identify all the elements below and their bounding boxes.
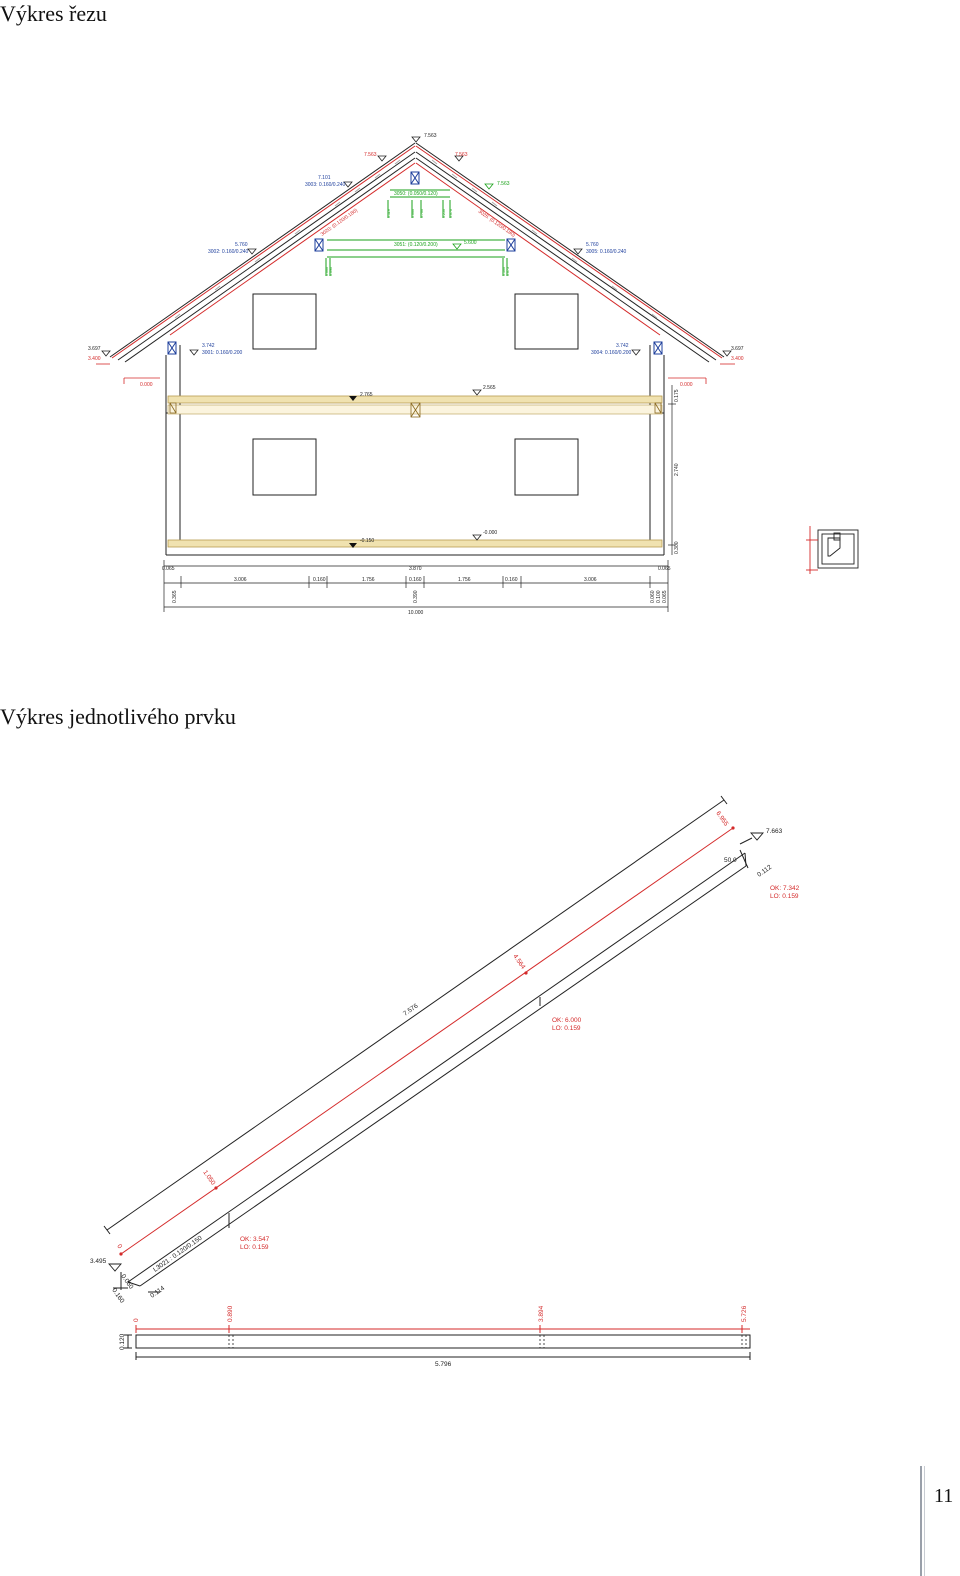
- dim-line-red: [121, 828, 750, 1333]
- plan-mark-1: 0: [133, 1318, 140, 1322]
- right-vert-3: 0.300: [674, 541, 680, 554]
- eave-right-top: 3.697: [731, 346, 744, 352]
- floor-upper-right: 2.565: [483, 385, 496, 391]
- dim-row2-7: 3.006: [584, 577, 597, 583]
- green-small-5: 0.070: [449, 209, 453, 218]
- floor-upper-left: 2.765: [360, 392, 373, 398]
- ok-mid: OK: 6.000: [552, 1017, 582, 1024]
- green-collar-level: 5.600: [464, 240, 477, 246]
- green-small-9: 0.073: [506, 267, 510, 276]
- level-bottom: 3.495: [90, 1258, 107, 1265]
- green-small-4: 0.250: [442, 209, 446, 218]
- dim-row2-5: 1.756: [458, 577, 471, 583]
- beam-3003-label: 3003: 0.160/0.240: [305, 182, 346, 188]
- floor-beam-upper: [168, 396, 662, 403]
- beam-3004-label: 3004: 0.160/0.200: [591, 350, 632, 356]
- element-top-edge: [128, 853, 745, 1282]
- beam-3001-level: 3.742: [202, 343, 215, 349]
- eave-left-bottom: 3.400: [88, 356, 101, 362]
- green-upper-level: 7.563: [497, 181, 510, 187]
- beam-3002-label: 3002: 0.160/0.240: [208, 249, 249, 255]
- ridge-level: 7.563: [424, 133, 437, 139]
- dim-left-vert: 0.365: [172, 590, 178, 603]
- ok-low: OK: 3.547: [240, 1236, 270, 1243]
- lo-low: LO: 0.159: [240, 1244, 269, 1251]
- dim-row1-left: 0.065: [162, 566, 175, 572]
- walls: [166, 345, 664, 555]
- green-upper-label: 3050: (0.050/0.120): [394, 191, 438, 197]
- element-drawing-heading: Výkres jednotlivého prvku: [0, 704, 236, 729]
- rafter-right-label: 3026: (0.120/0.180): [476, 208, 517, 239]
- right-vert-1: 0.175: [674, 389, 680, 402]
- beam-3005-label: 3005: 0.160/0.240: [586, 249, 627, 255]
- dim-red-end: 6.955: [714, 810, 730, 828]
- detail-box: [806, 526, 858, 574]
- dim-right-vert-3: 0.065: [662, 590, 668, 603]
- dim-mid-vert: 0.390: [413, 590, 419, 603]
- green-small-3: 0.700: [420, 209, 424, 218]
- beam-3001-label: 3001: 0.160/0.200: [202, 350, 243, 356]
- floor-lower-right: -0.000: [483, 530, 498, 536]
- eave-right-bottom: 3.400: [731, 356, 744, 362]
- ridge-right-level: 7.563: [455, 152, 468, 158]
- dim-row2-1: 3.006: [234, 577, 247, 583]
- red-zero: 0: [115, 1243, 124, 1251]
- plan-total: 5.796: [435, 1361, 452, 1368]
- dim-bottom-2: 0.160: [110, 1287, 126, 1305]
- dim-red-mid: 4.564: [511, 953, 527, 971]
- dim-line-total: [107, 800, 724, 1230]
- window-upper-left: [253, 294, 316, 349]
- plan-mark-2: 0.890: [227, 1305, 234, 1322]
- rafter-left-label: 3020: (0.120/0.180): [319, 207, 359, 238]
- green-small-1: 0.119: [387, 209, 391, 218]
- level-triangles-element: [109, 833, 763, 1271]
- dim-row1-right: 0.065: [658, 566, 671, 572]
- dim-row2-6: 0.160: [505, 577, 518, 583]
- angle-label: 50.0: [724, 857, 737, 864]
- dim-row1-mid: 3.870: [409, 566, 422, 572]
- lo-top: LO: 0.159: [770, 893, 799, 900]
- dim-right-vert-1: 0.060: [650, 590, 656, 603]
- page-number: 11: [934, 1485, 954, 1507]
- ok-top: OK: 7.342: [770, 885, 800, 892]
- plan-mark-4: 5.726: [741, 1305, 748, 1322]
- green-small-7: 0.090: [329, 267, 333, 276]
- green-collar-label: 3051: (0.120/0.200): [394, 242, 438, 248]
- dim-row2-4: 0.160: [409, 577, 422, 583]
- element-bottom-edge: [140, 866, 746, 1286]
- plan-view-rect: [136, 1335, 750, 1348]
- beam-3003-level: 7.101: [318, 175, 331, 181]
- eave-red-marks: [96, 364, 735, 384]
- dim-bottom-3: 0.114: [149, 1284, 167, 1300]
- section-drawing-heading: Výkres řezu: [0, 1, 107, 26]
- wall-top-right: 0.000: [680, 382, 693, 388]
- ridge-left-level: 7.563: [364, 152, 377, 158]
- beam-3004-level: 3.742: [616, 343, 629, 349]
- window-upper-right: [515, 294, 578, 349]
- element-label: L3021 : 0.120/0.150: [152, 1234, 204, 1274]
- dim-bottom-1: 0.060: [119, 1273, 135, 1291]
- right-vert-2: 2.740: [674, 463, 680, 476]
- dim-row2-2: 0.160: [313, 577, 326, 583]
- window-lower-right: [515, 439, 578, 495]
- page-edge-bar-thin: [924, 1466, 925, 1576]
- floor-lower-left: -0.150: [360, 538, 375, 544]
- plan-dashed-marks: [229, 1335, 746, 1348]
- dim-red-low: 1.050: [201, 1169, 217, 1187]
- green-small-2: 0.060: [411, 209, 415, 218]
- dim-top-small: 0.112: [756, 863, 774, 879]
- dim-total: 10.000: [408, 610, 424, 616]
- dim-row2-3: 1.756: [362, 577, 375, 583]
- beam-3002-level: 5.760: [235, 242, 248, 248]
- level-top: 7.663: [766, 828, 783, 835]
- roof-red-lines: [112, 146, 722, 358]
- window-lower-left: [253, 439, 316, 495]
- beam-3005-level: 5.760: [586, 242, 599, 248]
- plan-mark-3: 3.894: [538, 1305, 545, 1322]
- lo-mid: LO: 0.159: [552, 1025, 581, 1032]
- dim-black-total: 7.576: [402, 1002, 420, 1018]
- wall-top-left: 0.000: [140, 382, 153, 388]
- red-dim-ticks: [119, 826, 734, 1255]
- eave-left-top: 3.697: [88, 346, 101, 352]
- dim-right-vert-2: 0.100: [656, 590, 662, 603]
- plan-height: 0.120: [119, 1333, 126, 1350]
- green-small-6: 0.060: [325, 267, 329, 276]
- floor-beam-lower: [168, 540, 662, 547]
- page-edge-bar: [920, 1466, 922, 1576]
- section-drawing: [0, 0, 960, 700]
- green-small-8: 0.100: [502, 267, 506, 276]
